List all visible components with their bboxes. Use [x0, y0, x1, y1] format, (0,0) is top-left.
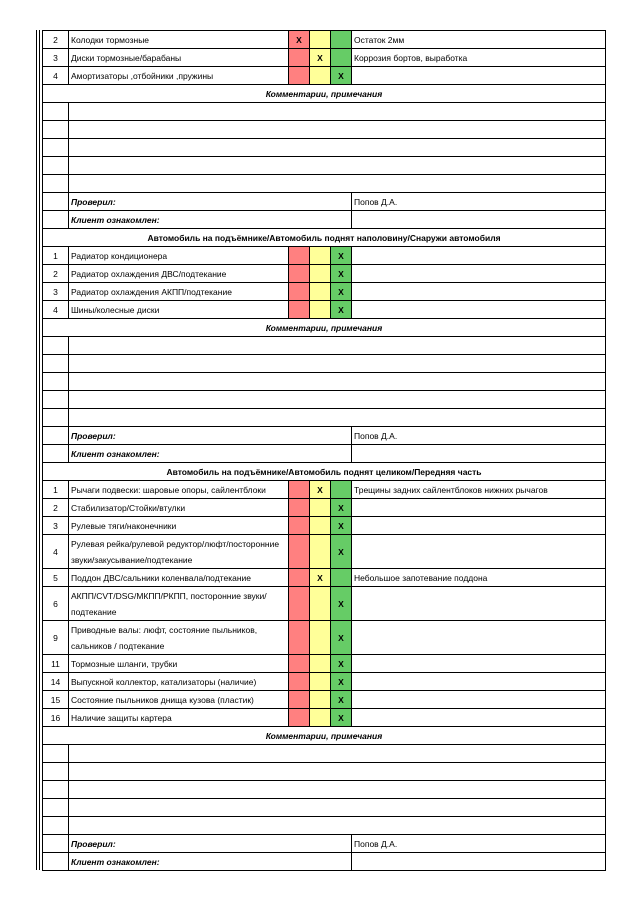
client-acknowledged-label: Клиент ознакомлен: — [69, 853, 352, 871]
item-number: 4 — [43, 67, 69, 85]
comment-line — [43, 409, 606, 427]
comment-line-text — [69, 781, 606, 799]
comment-line-gutter — [43, 175, 69, 193]
checklist-row — [43, 517, 606, 535]
item-note — [352, 301, 606, 319]
section-title-row — [43, 229, 606, 247]
checked-by-row — [43, 835, 606, 853]
client-signature-cell — [352, 445, 606, 463]
comment-line-text — [69, 799, 606, 817]
comment-line-text — [69, 103, 606, 121]
red-mark-cell — [289, 265, 310, 283]
red-mark-cell — [289, 569, 310, 587]
comment-line — [43, 139, 606, 157]
yellow-mark-cell — [310, 709, 331, 727]
comment-line-text — [69, 139, 606, 157]
comment-line — [43, 817, 606, 835]
comment-line — [43, 103, 606, 121]
comment-line-gutter — [43, 355, 69, 373]
client-row — [43, 853, 606, 871]
item-name: Выпускной коллектор, катализаторы (наличие) — [69, 673, 289, 691]
item-name: Тормозные шланги, трубки — [69, 655, 289, 673]
checklist-row — [43, 31, 606, 49]
client-row — [43, 445, 606, 463]
comment-line-gutter — [43, 139, 69, 157]
signature-gutter — [43, 445, 69, 463]
checklist-row — [43, 691, 606, 709]
comment-line-text — [69, 391, 606, 409]
comment-line — [43, 781, 606, 799]
comment-line — [43, 157, 606, 175]
signature-gutter — [43, 835, 69, 853]
checklist-row — [43, 569, 606, 587]
item-note — [352, 655, 606, 673]
red-mark-cell — [289, 535, 310, 569]
item-name: Рулевые тяги/наконечники — [69, 517, 289, 535]
comment-line-gutter — [43, 781, 69, 799]
red-mark-cell — [289, 517, 310, 535]
yellow-mark-cell — [310, 67, 331, 85]
comment-line — [43, 745, 606, 763]
item-number: 15 — [43, 691, 69, 709]
item-name: Амортизаторы ,отбойники ,пружины — [69, 67, 289, 85]
item-note — [352, 587, 606, 621]
item-number: 3 — [43, 517, 69, 535]
green-mark-cell: X — [331, 301, 352, 319]
item-name: Наличие защиты картера — [69, 709, 289, 727]
red-mark-cell: X — [289, 31, 310, 49]
item-note — [352, 67, 606, 85]
yellow-mark-cell — [310, 673, 331, 691]
comment-line — [43, 373, 606, 391]
comment-line — [43, 337, 606, 355]
green-mark-cell: X — [331, 691, 352, 709]
comment-line — [43, 355, 606, 373]
green-mark-cell: X — [331, 265, 352, 283]
item-number: 2 — [43, 265, 69, 283]
yellow-mark-cell: X — [310, 481, 331, 499]
item-number: 16 — [43, 709, 69, 727]
yellow-mark-cell: X — [310, 49, 331, 67]
red-mark-cell — [289, 499, 310, 517]
comment-line-gutter — [43, 373, 69, 391]
yellow-mark-cell — [310, 31, 331, 49]
item-note: Небольшое запотевание поддона — [352, 569, 606, 587]
page-left-border-inner — [39, 30, 40, 870]
client-acknowledged-label: Клиент ознакомлен: — [69, 211, 352, 229]
comments-title-row — [43, 85, 606, 103]
item-note: Коррозия бортов, выработка — [352, 49, 606, 67]
item-note — [352, 499, 606, 517]
green-mark-cell: X — [331, 709, 352, 727]
comment-line — [43, 391, 606, 409]
green-mark-cell — [331, 31, 352, 49]
comment-line-gutter — [43, 409, 69, 427]
signature-gutter — [43, 853, 69, 871]
item-note — [352, 691, 606, 709]
checklist-row — [43, 535, 606, 569]
green-mark-cell: X — [331, 655, 352, 673]
red-mark-cell — [289, 655, 310, 673]
item-number: 4 — [43, 301, 69, 319]
checked-by-name: Попов Д.А. — [352, 193, 606, 211]
green-mark-cell — [331, 49, 352, 67]
green-mark-cell: X — [331, 621, 352, 655]
yellow-mark-cell: X — [310, 569, 331, 587]
page-left-border-outer — [36, 30, 37, 870]
item-name: Радиатор охлаждения АКПП/подтекание — [69, 283, 289, 301]
comment-line-text — [69, 337, 606, 355]
item-number: 9 — [43, 621, 69, 655]
comment-line-gutter — [43, 391, 69, 409]
item-name: АКПП/CVT/DSG/МКПП/РКПП, посторонние звуки/ подтекание — [69, 587, 289, 621]
comment-line-text — [69, 373, 606, 391]
comment-line — [43, 799, 606, 817]
item-number: 4 — [43, 535, 69, 569]
green-mark-cell: X — [331, 517, 352, 535]
yellow-mark-cell — [310, 621, 331, 655]
checklist-row — [43, 301, 606, 319]
checked-by-row — [43, 193, 606, 211]
red-mark-cell — [289, 301, 310, 319]
item-name: Приводные валы: люфт, состояние пыльников, сальников / подтекание — [69, 621, 289, 655]
item-note — [352, 283, 606, 301]
section-title: Автомобиль на подъёмнике/Автомобиль поднят целиком/Передняя часть — [43, 463, 606, 481]
green-mark-cell: X — [331, 499, 352, 517]
signature-gutter — [43, 427, 69, 445]
green-mark-cell — [331, 569, 352, 587]
comment-line-text — [69, 355, 606, 373]
item-number: 1 — [43, 481, 69, 499]
red-mark-cell — [289, 709, 310, 727]
comment-line-gutter — [43, 121, 69, 139]
item-name: Рулевая рейка/рулевой редуктор/люфт/посторонние звуки/закусывание/подтекание — [69, 535, 289, 569]
comment-line-gutter — [43, 745, 69, 763]
yellow-mark-cell — [310, 301, 331, 319]
comment-line-text — [69, 175, 606, 193]
yellow-mark-cell — [310, 247, 331, 265]
yellow-mark-cell — [310, 587, 331, 621]
comment-line-text — [69, 763, 606, 781]
comments-title-row — [43, 319, 606, 337]
green-mark-cell: X — [331, 587, 352, 621]
client-row — [43, 211, 606, 229]
red-mark-cell — [289, 49, 310, 67]
checklist-row — [43, 655, 606, 673]
checked-by-name: Попов Д.А. — [352, 835, 606, 853]
item-name: Стабилизатор/Стойки/втулки — [69, 499, 289, 517]
checklist-row — [43, 587, 606, 621]
checklist-row — [43, 49, 606, 67]
comments-title: Комментарии, примечания — [43, 85, 606, 103]
checklist-row — [43, 265, 606, 283]
comment-line-gutter — [43, 337, 69, 355]
red-mark-cell — [289, 247, 310, 265]
comment-line-text — [69, 745, 606, 763]
item-number: 6 — [43, 587, 69, 621]
inspection-sheet — [42, 30, 606, 871]
comment-line-gutter — [43, 763, 69, 781]
checklist-row — [43, 499, 606, 517]
item-number: 2 — [43, 31, 69, 49]
comment-line — [43, 763, 606, 781]
yellow-mark-cell — [310, 499, 331, 517]
comments-title-row — [43, 727, 606, 745]
comments-title: Комментарии, примечания — [43, 727, 606, 745]
checked-by-label: Проверил: — [69, 835, 352, 853]
section-title: Автомобиль на подъёмнике/Автомобиль поднят наполовину/Снаружи автомобиля — [43, 229, 606, 247]
yellow-mark-cell — [310, 517, 331, 535]
red-mark-cell — [289, 691, 310, 709]
item-number: 1 — [43, 247, 69, 265]
comment-line-gutter — [43, 157, 69, 175]
comment-line-gutter — [43, 799, 69, 817]
item-name: Радиатор охлаждения ДВС/подтекание — [69, 265, 289, 283]
checked-by-name: Попов Д.А. — [352, 427, 606, 445]
green-mark-cell: X — [331, 247, 352, 265]
item-note — [352, 709, 606, 727]
yellow-mark-cell — [310, 265, 331, 283]
red-mark-cell — [289, 67, 310, 85]
item-name: Состояние пыльников днища кузова (пластик) — [69, 691, 289, 709]
yellow-mark-cell — [310, 535, 331, 569]
signature-gutter — [43, 211, 69, 229]
green-mark-cell: X — [331, 67, 352, 85]
item-note — [352, 265, 606, 283]
comment-line-gutter — [43, 817, 69, 835]
item-name: Поддон ДВС/сальники коленвала/подтекание — [69, 569, 289, 587]
item-note — [352, 517, 606, 535]
checked-by-row — [43, 427, 606, 445]
comments-title: Комментарии, примечания — [43, 319, 606, 337]
red-mark-cell — [289, 673, 310, 691]
comment-line-gutter — [43, 103, 69, 121]
client-signature-cell — [352, 853, 606, 871]
section-title-row — [43, 463, 606, 481]
comment-line — [43, 121, 606, 139]
item-note — [352, 673, 606, 691]
item-number: 3 — [43, 283, 69, 301]
comment-line-text — [69, 817, 606, 835]
comment-line — [43, 175, 606, 193]
item-note: Остаток 2мм — [352, 31, 606, 49]
checklist-row — [43, 709, 606, 727]
signature-gutter — [43, 193, 69, 211]
item-note: Трещины задних сайлентблоков нижних рычагов — [352, 481, 606, 499]
item-name: Колодки тормозные — [69, 31, 289, 49]
item-name: Шины/колесные диски — [69, 301, 289, 319]
red-mark-cell — [289, 587, 310, 621]
yellow-mark-cell — [310, 691, 331, 709]
checked-by-label: Проверил: — [69, 427, 352, 445]
yellow-mark-cell — [310, 655, 331, 673]
item-number: 3 — [43, 49, 69, 67]
checked-by-label: Проверил: — [69, 193, 352, 211]
item-name: Радиатор кондиционера — [69, 247, 289, 265]
item-note — [352, 621, 606, 655]
item-name: Диски тормозные/барабаны — [69, 49, 289, 67]
yellow-mark-cell — [310, 283, 331, 301]
item-number: 14 — [43, 673, 69, 691]
green-mark-cell: X — [331, 283, 352, 301]
item-name: Рычаги подвески: шаровые опоры, сайлентблоки — [69, 481, 289, 499]
comment-line-text — [69, 121, 606, 139]
checklist-row — [43, 67, 606, 85]
client-signature-cell — [352, 211, 606, 229]
item-note — [352, 535, 606, 569]
item-note — [352, 247, 606, 265]
checklist-row — [43, 283, 606, 301]
checklist-row — [43, 621, 606, 655]
comment-line-text — [69, 157, 606, 175]
item-number: 11 — [43, 655, 69, 673]
checklist-row — [43, 481, 606, 499]
red-mark-cell — [289, 621, 310, 655]
green-mark-cell — [331, 481, 352, 499]
green-mark-cell: X — [331, 535, 352, 569]
client-acknowledged-label: Клиент ознакомлен: — [69, 445, 352, 463]
comment-line-text — [69, 409, 606, 427]
checklist-row — [43, 247, 606, 265]
red-mark-cell — [289, 283, 310, 301]
checklist-row — [43, 673, 606, 691]
red-mark-cell — [289, 481, 310, 499]
green-mark-cell: X — [331, 673, 352, 691]
item-number: 2 — [43, 499, 69, 517]
item-number: 5 — [43, 569, 69, 587]
